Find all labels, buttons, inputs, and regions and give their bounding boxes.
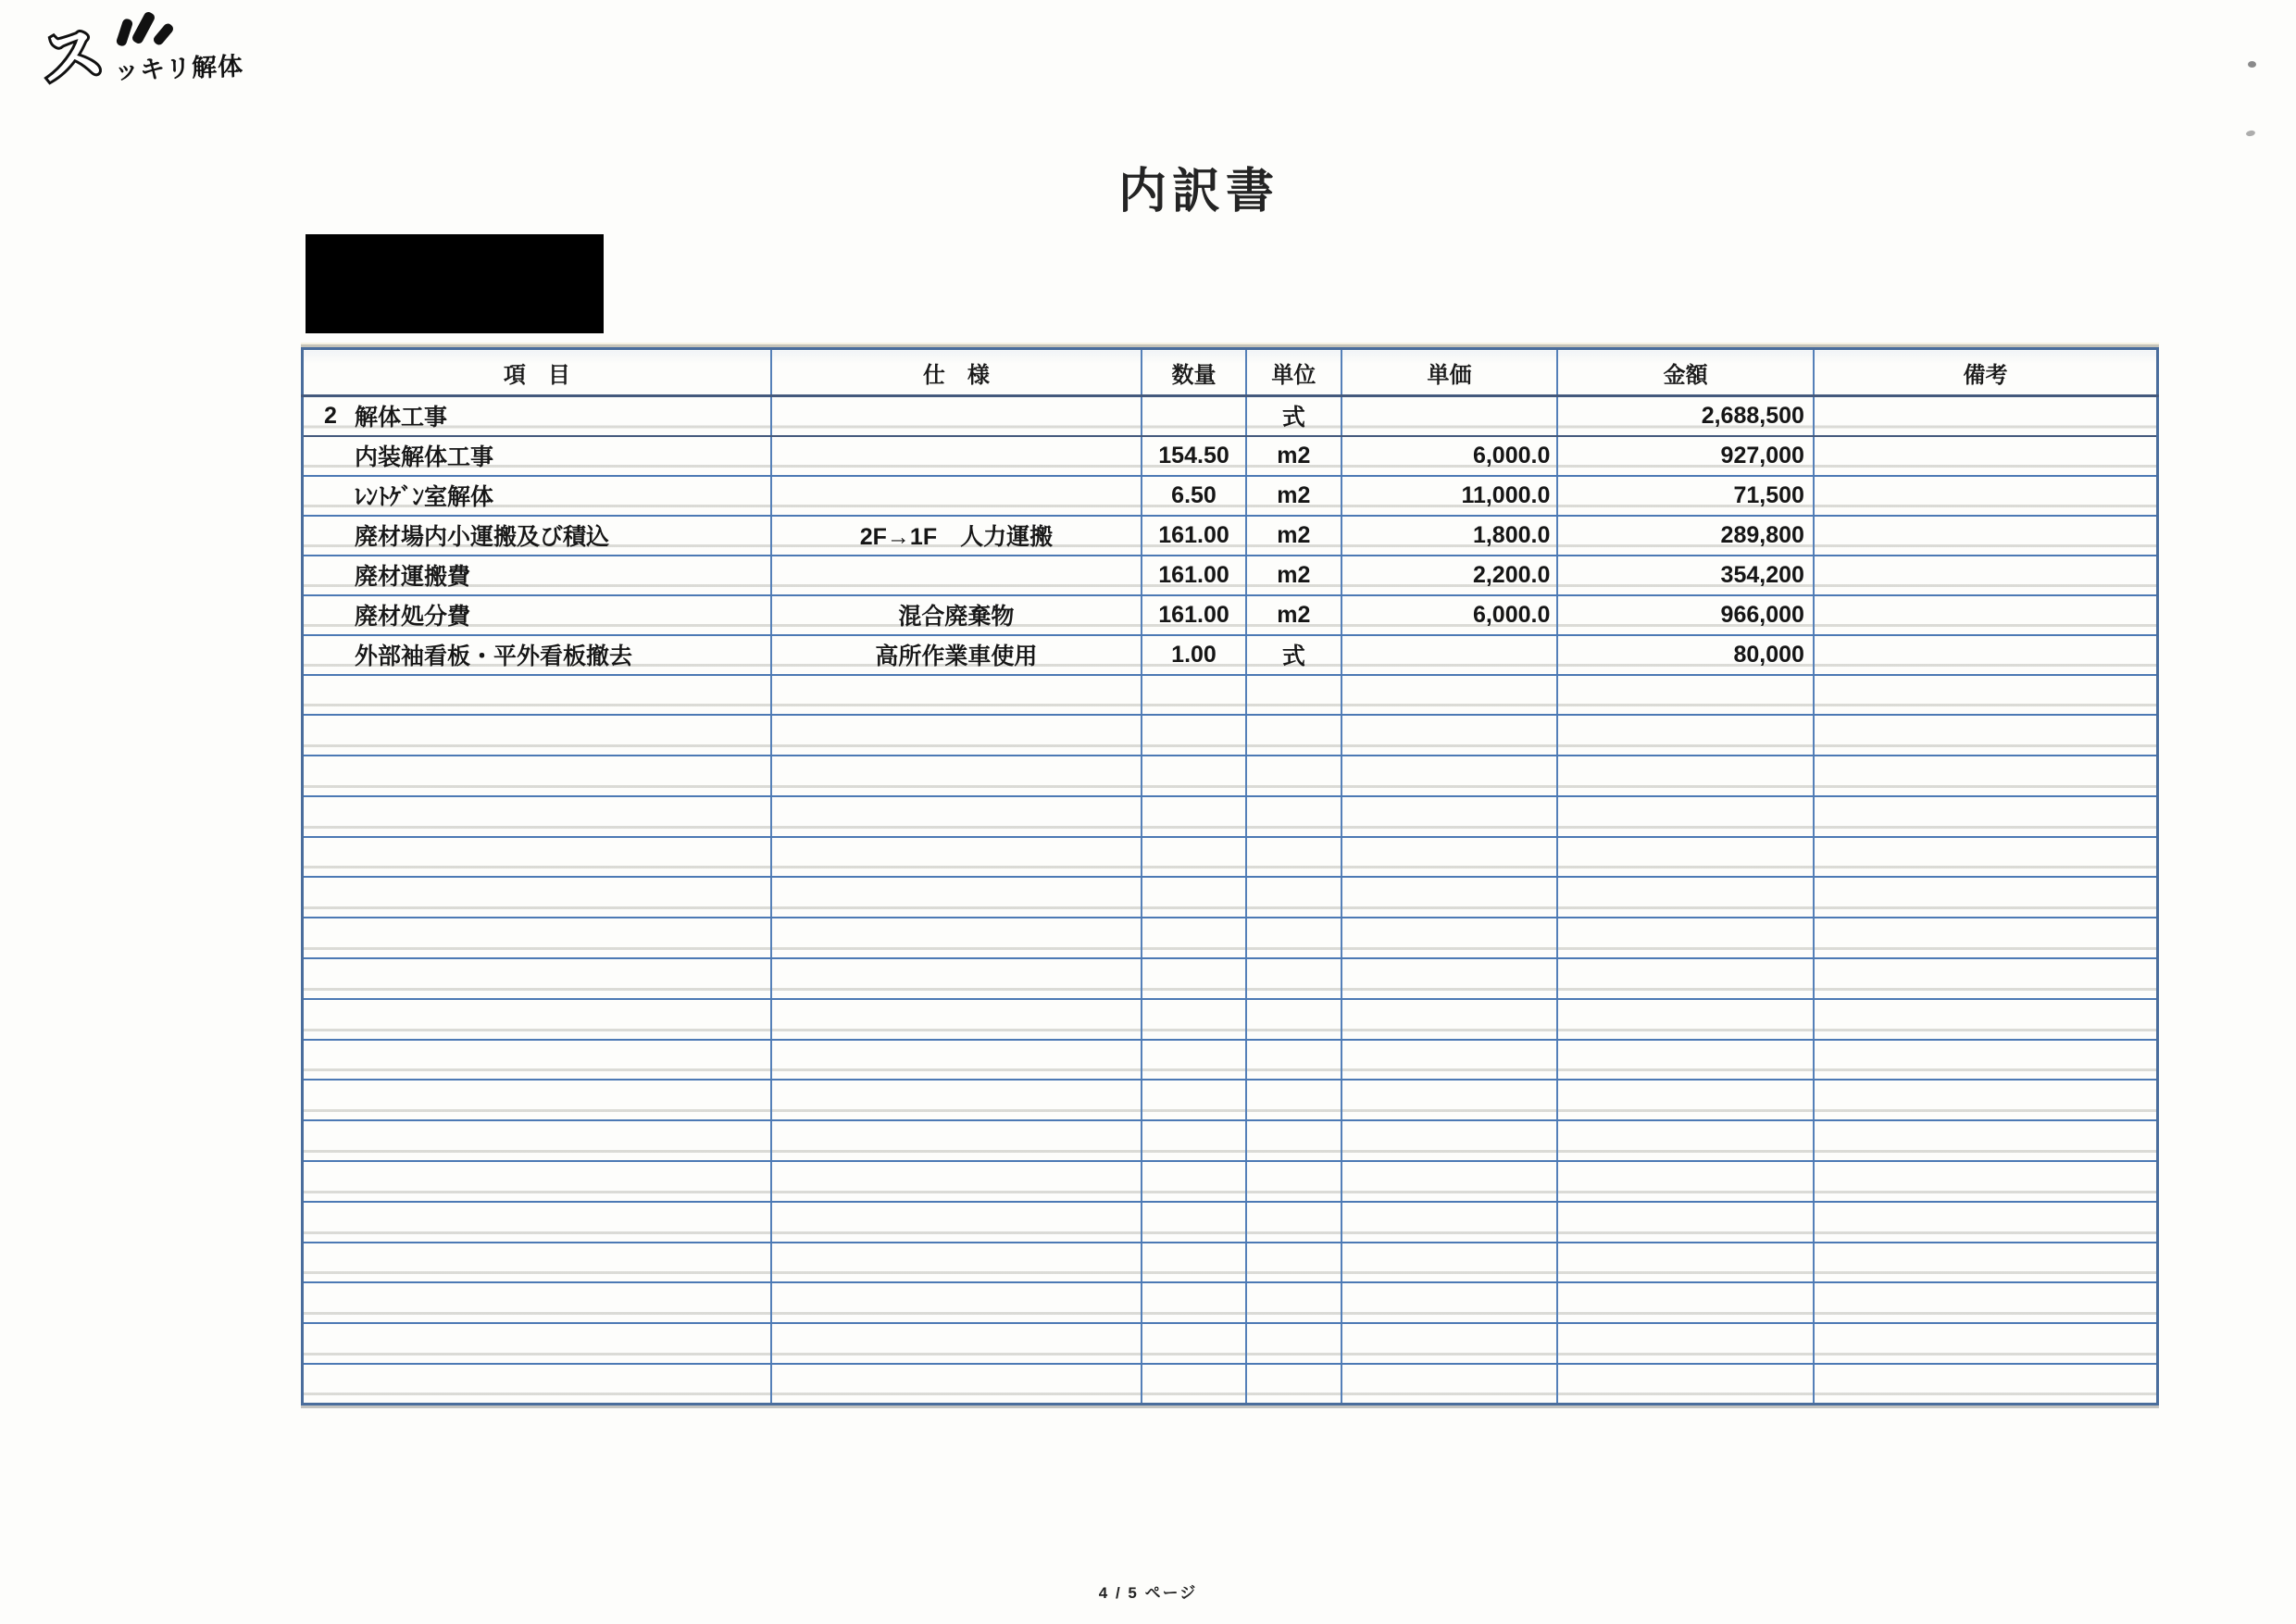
cell-note: [1814, 635, 2158, 675]
cell-amount: [1557, 756, 1814, 796]
itemized-table: [301, 347, 2159, 1405]
column-header-item: 項 目: [303, 349, 771, 396]
cell-item: [303, 1040, 771, 1081]
table-row: [303, 1040, 2158, 1081]
table-header-row: [303, 349, 2158, 396]
cell-amount: 289,800: [1557, 516, 1814, 556]
cell-unit: [1246, 958, 1341, 999]
cell-qty: [1142, 958, 1246, 999]
cell-item: [303, 595, 771, 635]
cell-unit: [1246, 1282, 1341, 1323]
cell-spec: [771, 1243, 1142, 1283]
cell-unit-price: [1341, 918, 1558, 958]
cell-item: [303, 1364, 771, 1405]
table-row: [303, 1120, 2158, 1161]
table-row: [303, 958, 2158, 999]
cell-unit-price: [1341, 1364, 1558, 1405]
table-row: [303, 595, 2158, 635]
page-title: 内訳書: [1117, 165, 1280, 219]
cell-qty: 161.00: [1142, 595, 1246, 635]
cell-note: [1814, 1364, 2158, 1405]
cell-qty: [1142, 999, 1246, 1040]
cell-unit: [1246, 999, 1341, 1040]
column-header-spec: 仕 様: [771, 349, 1142, 396]
cell-qty: [1142, 1161, 1246, 1202]
cell-qty: 161.00: [1142, 516, 1246, 556]
cell-unit-price: [1341, 999, 1558, 1040]
cell-unit-price: 11,000.0: [1341, 476, 1558, 516]
cell-item: [303, 556, 771, 595]
table-row: [303, 1243, 2158, 1283]
item-name: 外部袖看板・平外看板撤去: [355, 643, 633, 669]
cell-note: [1814, 1323, 2158, 1364]
cell-unit-price: 6,000.0: [1341, 436, 1558, 476]
cell-note: [1814, 556, 2158, 595]
logo-text: ッキリ解体: [113, 52, 244, 85]
cell-qty: [1142, 756, 1246, 796]
cell-unit-price: [1341, 1243, 1558, 1283]
cell-amount: [1557, 1282, 1814, 1323]
cell-unit-price: 1,800.0: [1341, 516, 1558, 556]
cell-unit: [1246, 756, 1341, 796]
table-row: [303, 675, 2158, 716]
cell-amount: [1557, 837, 1814, 878]
cell-spec: [771, 715, 1142, 756]
cell-unit: [1246, 1120, 1341, 1161]
cell-unit: [1246, 1202, 1341, 1243]
cell-item: [303, 715, 771, 756]
logo-accent-stroke-icon: [152, 22, 175, 47]
cell-qty: [1142, 918, 1246, 958]
cell-item: [303, 999, 771, 1040]
cell-unit-price: [1341, 715, 1558, 756]
cell-spec: [771, 1120, 1142, 1161]
cell-spec: [771, 1323, 1142, 1364]
cell-qty: [1142, 1282, 1246, 1323]
table-row: [303, 635, 2158, 675]
cell-item: [303, 516, 771, 556]
column-header-unit-price: 単価: [1341, 349, 1558, 396]
cell-item: [303, 476, 771, 516]
cell-spec: [771, 675, 1142, 716]
item-name: 廃材処分費: [355, 604, 471, 630]
cell-qty: [1142, 1040, 1246, 1081]
item-name: 廃材運搬費: [355, 564, 471, 590]
cell-qty: 1.00: [1142, 635, 1246, 675]
table-row: [303, 1202, 2158, 1243]
table-row: [303, 918, 2158, 958]
table-row: [303, 436, 2158, 476]
cell-item: [303, 1120, 771, 1161]
cell-unit: [1246, 1323, 1341, 1364]
cell-spec: [771, 1161, 1142, 1202]
cell-amount: 80,000: [1557, 635, 1814, 675]
cell-unit: [1246, 1161, 1341, 1202]
cell-unit: m2: [1246, 516, 1341, 556]
cell-unit: 式: [1246, 396, 1341, 436]
cell-spec: [771, 999, 1142, 1040]
cell-amount: [1557, 1040, 1814, 1081]
table-row: [303, 1080, 2158, 1120]
cell-note: [1814, 918, 2158, 958]
cell-unit-price: [1341, 1120, 1558, 1161]
cell-spec: [771, 756, 1142, 796]
table-row: [303, 1282, 2158, 1323]
cell-item: [303, 837, 771, 878]
cell-amount: [1557, 796, 1814, 837]
cell-qty: [1142, 877, 1246, 918]
cell-unit-price: [1341, 635, 1558, 675]
cell-item: [303, 1282, 771, 1323]
cell-qty: [1142, 1323, 1246, 1364]
cell-note: [1814, 675, 2158, 716]
cell-amount: [1557, 675, 1814, 716]
table-row: [303, 1161, 2158, 1202]
cell-amount: [1557, 1161, 1814, 1202]
cell-unit: [1246, 796, 1341, 837]
table-row: [303, 476, 2158, 516]
scan-artifact: [2245, 130, 2255, 137]
item-name: ﾚﾝﾄｹﾞﾝ室解体: [355, 484, 494, 510]
cell-item: [303, 1202, 771, 1243]
cell-note: [1814, 476, 2158, 516]
cell-note: [1814, 715, 2158, 756]
cell-unit-price: [1341, 396, 1558, 436]
company-logo: [23, 7, 264, 95]
cell-unit: m2: [1246, 436, 1341, 476]
cell-amount: 966,000: [1557, 595, 1814, 635]
cell-spec: 混合廃棄物: [771, 595, 1142, 635]
cell-item: [303, 756, 771, 796]
cell-note: [1814, 837, 2158, 878]
cell-item: [303, 1161, 771, 1202]
cell-amount: [1557, 1243, 1814, 1283]
cell-spec: [771, 837, 1142, 878]
cell-qty: [1142, 1080, 1246, 1120]
cell-spec: [771, 796, 1142, 837]
cell-unit-price: [1341, 1323, 1558, 1364]
cell-unit: [1246, 1040, 1341, 1081]
cell-note: [1814, 436, 2158, 476]
cell-amount: 354,200: [1557, 556, 1814, 595]
cell-amount: [1557, 958, 1814, 999]
scan-artifact: [2248, 61, 2256, 68]
cell-item: [303, 877, 771, 918]
table-row: [303, 715, 2158, 756]
cell-amount: [1557, 1323, 1814, 1364]
cell-spec: [771, 556, 1142, 595]
cell-spec: [771, 1040, 1142, 1081]
cell-item: [303, 436, 771, 476]
cell-unit: [1246, 1080, 1341, 1120]
cell-note: [1814, 877, 2158, 918]
cell-unit-price: [1341, 1080, 1558, 1120]
cell-unit: 式: [1246, 635, 1341, 675]
logo-accent-stroke-icon: [116, 18, 134, 47]
cell-amount: [1557, 1080, 1814, 1120]
cell-unit-price: [1341, 1161, 1558, 1202]
cell-item: [303, 1243, 771, 1283]
cell-unit: m2: [1246, 476, 1341, 516]
page-indicator: 4 / 5 ページ: [1098, 1584, 1198, 1602]
cell-unit: [1246, 877, 1341, 918]
cell-unit-price: [1341, 675, 1558, 716]
item-name: 廃材場内小運搬及び積込: [355, 524, 610, 550]
cell-item: [303, 396, 771, 436]
cell-spec: [771, 1364, 1142, 1405]
cell-amount: 2,688,500: [1557, 396, 1814, 436]
cell-unit-price: [1341, 1202, 1558, 1243]
cell-qty: [1142, 837, 1246, 878]
cell-item: [303, 1080, 771, 1120]
table-row: [303, 516, 2158, 556]
cell-unit: m2: [1246, 556, 1341, 595]
cell-qty: 161.00: [1142, 556, 1246, 595]
cell-spec: [771, 958, 1142, 999]
cell-amount: [1557, 1202, 1814, 1243]
cell-item: [303, 675, 771, 716]
cell-qty: [1142, 1243, 1246, 1283]
cell-amount: 71,500: [1557, 476, 1814, 516]
cell-note: [1814, 516, 2158, 556]
cell-spec: [771, 918, 1142, 958]
logo-su-icon: [31, 13, 114, 96]
cell-qty: [1142, 1202, 1246, 1243]
cell-qty: 154.50: [1142, 436, 1246, 476]
cell-amount: [1557, 1364, 1814, 1405]
table-row: [303, 837, 2158, 878]
item-number: 2: [324, 402, 337, 429]
cell-spec: 高所作業車使用: [771, 635, 1142, 675]
item-name: 解体工事: [355, 405, 448, 431]
table-row: [303, 756, 2158, 796]
cell-item: [303, 918, 771, 958]
cell-spec: [771, 476, 1142, 516]
cell-qty: [1142, 715, 1246, 756]
cell-unit: m2: [1246, 595, 1341, 635]
cell-spec: [771, 1282, 1142, 1323]
redacted-block: [306, 234, 604, 333]
cell-note: [1814, 1120, 2158, 1161]
table-row: [303, 1323, 2158, 1364]
cell-amount: [1557, 1120, 1814, 1161]
cell-unit-price: [1341, 1282, 1558, 1323]
table-row: [303, 999, 2158, 1040]
cell-qty: [1142, 675, 1246, 716]
cell-note: [1814, 1161, 2158, 1202]
cell-note: [1814, 396, 2158, 436]
column-header-note: 備考: [1814, 349, 2158, 396]
cell-qty: 6.50: [1142, 476, 1246, 516]
table-row: [303, 556, 2158, 595]
cell-item: [303, 635, 771, 675]
cell-note: [1814, 958, 2158, 999]
table-row: [303, 396, 2158, 436]
cell-spec: [771, 396, 1142, 436]
cell-note: [1814, 1080, 2158, 1120]
table-row: [303, 877, 2158, 918]
column-header-amount: 金額: [1557, 349, 1814, 396]
cell-unit: [1246, 918, 1341, 958]
cell-spec: [771, 877, 1142, 918]
cell-note: [1814, 1282, 2158, 1323]
cell-unit: [1246, 1364, 1341, 1405]
cell-spec: [771, 1080, 1142, 1120]
table-body: [303, 396, 2158, 1405]
table-row: [303, 796, 2158, 837]
cell-qty: [1142, 396, 1246, 436]
cell-unit-price: 2,200.0: [1341, 556, 1558, 595]
cell-item: [303, 958, 771, 999]
cell-note: [1814, 756, 2158, 796]
column-header-unit: 単位: [1246, 349, 1341, 396]
cell-item: [303, 1323, 771, 1364]
cell-amount: [1557, 715, 1814, 756]
cell-note: [1814, 796, 2158, 837]
cell-amount: 927,000: [1557, 436, 1814, 476]
cell-amount: [1557, 918, 1814, 958]
cell-unit: [1246, 1243, 1341, 1283]
cell-unit: [1246, 837, 1341, 878]
cell-spec: [771, 1202, 1142, 1243]
cell-spec: [771, 436, 1142, 476]
cell-qty: [1142, 1120, 1246, 1161]
cell-unit: [1246, 675, 1341, 716]
cell-unit-price: [1341, 796, 1558, 837]
cell-unit-price: [1341, 837, 1558, 878]
cell-qty: [1142, 1364, 1246, 1405]
cell-note: [1814, 1040, 2158, 1081]
svg-text:ス: ス: [36, 17, 109, 96]
cell-spec: 2F→1F 人力運搬: [771, 516, 1142, 556]
cell-note: [1814, 595, 2158, 635]
cell-amount: [1557, 877, 1814, 918]
cell-unit-price: [1341, 1040, 1558, 1081]
cell-note: [1814, 999, 2158, 1040]
cell-unit: [1246, 715, 1341, 756]
cell-qty: [1142, 796, 1246, 837]
cell-note: [1814, 1243, 2158, 1283]
cell-unit-price: [1341, 756, 1558, 796]
table-row: [303, 1364, 2158, 1405]
cell-note: [1814, 1202, 2158, 1243]
cell-amount: [1557, 999, 1814, 1040]
column-header-qty: 数量: [1142, 349, 1246, 396]
cell-unit-price: [1341, 877, 1558, 918]
cell-item: [303, 796, 771, 837]
cell-unit-price: [1341, 958, 1558, 999]
item-name: 内装解体工事: [355, 444, 494, 470]
cell-unit-price: 6,000.0: [1341, 595, 1558, 635]
